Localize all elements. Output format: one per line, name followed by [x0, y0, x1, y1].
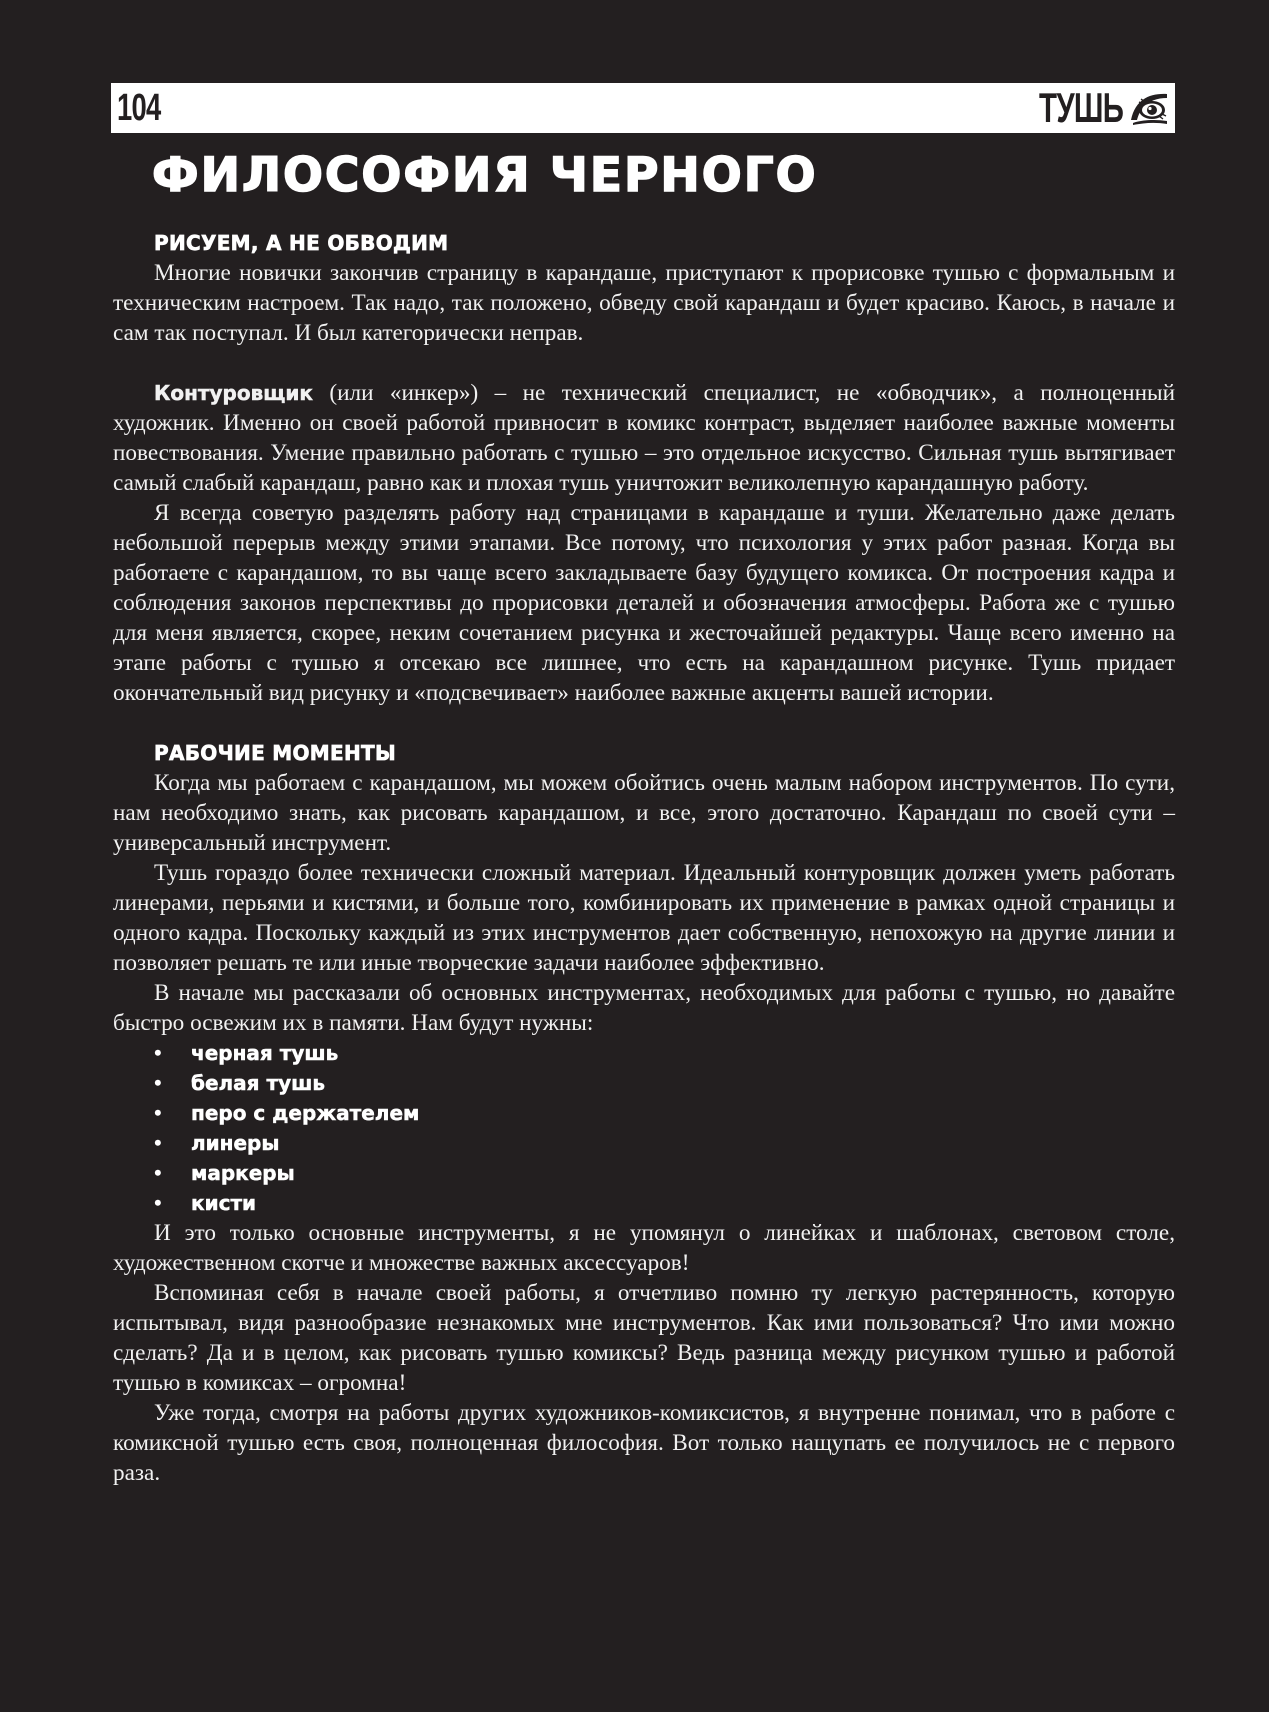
section-heading-drawing: РИСУЕМ, А НЕ ОБВОДИМ: [154, 231, 449, 255]
paragraph: Вспоминая себя в начале своей работы, я отчетливо помню ту легкую растерянность, которую испытывал, видя разнообразие незнакомых мне инструментов. Как ими пользоваться? Что ими можно сделать? Да и в целом, как рисовать тушью комиксы? Ведь разница между рисунком тушью и работой тушью в комиксах – огромна!: [113, 1280, 1175, 1396]
paragraph: В начале мы рассказали об основных инструментах, необходимых для работы с тушью, но давайте быстро освежим их в памяти. Нам будут нужны:: [113, 980, 1175, 1036]
list-item: • черная тушь: [113, 1038, 1175, 1068]
list-item: • перо с держателем: [113, 1098, 1175, 1128]
list-item: • белая тушь: [113, 1068, 1175, 1098]
bullet-icon: •: [154, 1190, 162, 1215]
bullet-icon: •: [154, 1070, 162, 1095]
chapter-title: ФИЛОСОФИЯ ЧЕРНОГО: [152, 148, 818, 203]
list-item: • маркеры: [113, 1158, 1175, 1188]
page-number: 104: [117, 87, 161, 129]
paragraph: Уже тогда, смотря на работы других художников-комиксистов, я внутренне понимал, что в работе с комиксной тушью есть своя, полноценная философия. Вот только нащупать ее получилось не с первого раза.: [113, 1400, 1175, 1486]
section-name: ТУШЬ: [1038, 84, 1123, 131]
paragraph: Многие новички закончив страницу в карандаше, приступают к прорисовке тушью с формальным и техническим настроем. Так надо, так положено, обведу свой карандаш и будет красиво. Каюсь, в начале и сам так поступал. И был категорически неправ.: [113, 260, 1175, 346]
list-item: • кисти: [113, 1188, 1175, 1218]
paragraph: Я всегда советую разделять работу над страницами в карандаше и туши. Желательно даже делать небольшой перерыв между этими этапами. Все потому, что психология у этих работ разная. Когда вы работаете с карандашом, то вы чаще всего закладываете базу будущего комикса. От построения кадра и соблюдения законов перспективы до прорисовки деталей и обозначения атмосферы. Работа же с тушью для меня является, скорее, неким сочетанием рисунка и жесточайшей редактуры. Чаще всего именно на этапе работы с тушью я отсекаю все лишнее, что есть на карандашном рисунке. Тушь придает окончательный вид рисунку и «подсвечивает» наиболее важные акценты вашей истории.: [113, 500, 1175, 706]
tools-list: [113, 1038, 1175, 1218]
paragraph: Когда мы работаем с карандашом, мы можем обойтись очень малым набором инструментов. По сути, нам необходимо знать, как рисовать карандашом, и все, этого достаточно. Карандаш по своей сути – универсальный инструмент.: [113, 770, 1175, 856]
paragraph: И это только основные инструменты, я не упомянул о линейках и шаблонах, световом столе, художественном скотче и множестве важных аксессуаров!: [113, 1220, 1175, 1276]
running-header: [111, 83, 1175, 133]
section-heading-work: РАБОЧИЕ МОМЕНТЫ: [154, 741, 396, 765]
paragraph: Тушь гораздо более технически сложный материал. Идеальный контуровщик должен уметь работать линерами, перьями и кистями, и больше того, комбинировать их применение в рамках одной страницы и одного кадра. Поскольку каждый из этих инструментов дает собственную, непохожую на другие линии и позволяет решать те или иные творческие задачи наиболее эффективно.: [113, 860, 1175, 976]
paragraph-inker: [113, 378, 1175, 498]
term-inker: Контуровщик: [154, 381, 313, 405]
bullet-icon: •: [154, 1040, 162, 1065]
list-item: • линеры: [113, 1128, 1175, 1158]
bullet-icon: •: [154, 1100, 162, 1125]
paragraph-text: (или «инкер») – не технический специалист, не «обводчик», а полноценный художник. Именно он своей работой привносит в комикс контраст, выделяет наиболее важные моменты повествования. Умение правильно работать с тушью – это отдельное искусство. Сильная тушь вытягивает самый слабый карандаш, равно как и плохая тушь уничтожит великолепную карандашную работу.: [113, 380, 1175, 496]
bullet-icon: •: [154, 1130, 162, 1155]
article-body: [113, 228, 1175, 1488]
bullet-icon: •: [154, 1160, 162, 1185]
ink-eye-icon: [1129, 90, 1169, 126]
